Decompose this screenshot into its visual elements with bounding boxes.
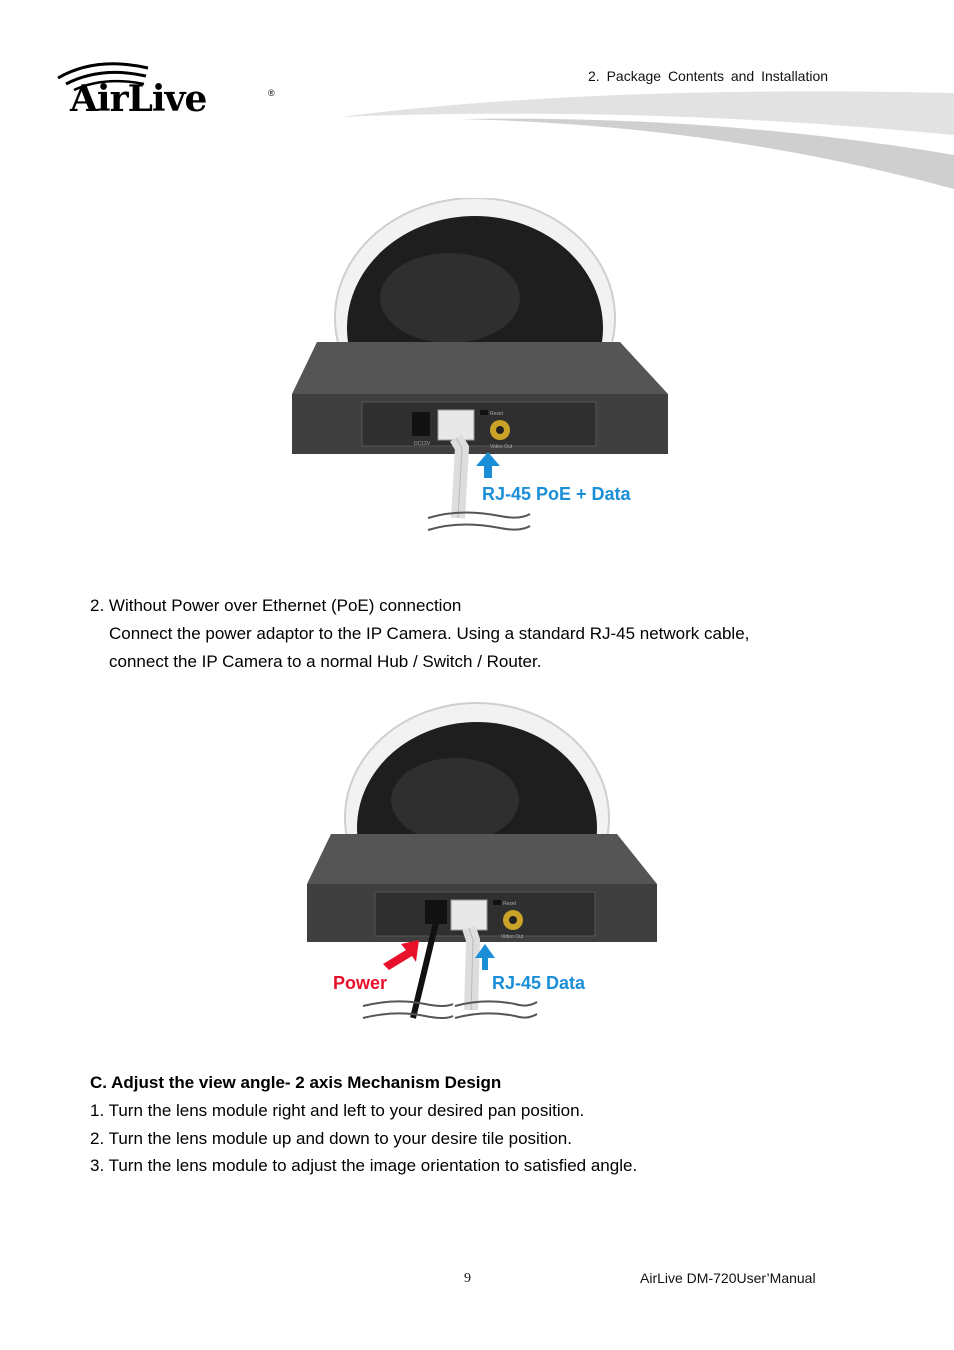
manual-name: AirLive DM-720User’Manual <box>640 1270 816 1286</box>
airlive-logo <box>56 58 286 128</box>
section-c-step-3: 3. Turn the lens module to adjust the image orientation to satisfied angle. <box>90 1156 638 1175</box>
section-b2-line2: connect the IP Camera to a normal Hub / Switch / Router. <box>109 652 542 671</box>
section-header-title: 2. Package Contents and Installation <box>588 68 829 84</box>
poe-data-caption: RJ-45 PoE + Data <box>482 484 631 504</box>
panel-video-label-2: Video Out <box>501 934 524 940</box>
panel-reset-label: Reset <box>490 411 504 417</box>
panel-reset-label-2: Reset <box>503 901 517 907</box>
panel-dc-label: DC12V <box>414 441 431 447</box>
page-number: 9 <box>464 1271 471 1286</box>
section-c-step-1: 1. Turn the lens module right and left to your desired pan position. <box>90 1101 585 1120</box>
logo-wordmark: AirLive <box>70 78 207 120</box>
section-b2-line1: Connect the power adaptor to the IP Camera. Using a standard RJ-45 network cable, <box>109 624 750 643</box>
registered-mark: ® <box>268 88 275 98</box>
section-b2-title: 2. Without Power over Ethernet (PoE) connection <box>90 596 462 615</box>
rj45-data-caption: RJ-45 Data <box>492 973 586 993</box>
section-c-step-2: 2. Turn the lens module up and down to your desire tile position. <box>90 1129 572 1148</box>
panel-video-label: Video Out <box>490 444 513 450</box>
power-caption: Power <box>333 973 388 993</box>
header-swoosh-decoration <box>340 85 954 195</box>
section-c-heading: C. Adjust the view angle- 2 axis Mechanism Design <box>90 1073 502 1092</box>
